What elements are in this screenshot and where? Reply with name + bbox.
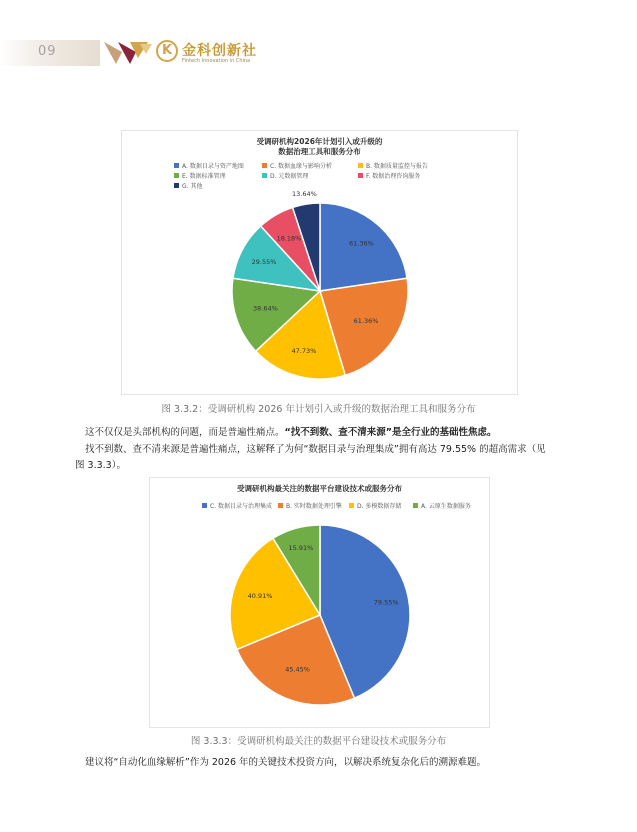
figure-1-caption: 图 3.3.2：受调研机构 2026 年计划引入或升级的数据治理工具和服务分布 — [161, 404, 476, 415]
legend-label: E. 数据标准管理 — [182, 173, 226, 180]
chart-2-data-label: 40.91% — [247, 592, 273, 601]
legend-label: C. 数据血缘与影响分析 — [270, 163, 333, 170]
legend-label: F. 数据治理咨询服务 — [366, 173, 421, 180]
chart-2-data-label: 79.55% — [373, 598, 399, 607]
legend-label: D. 元数据管理 — [270, 173, 309, 180]
chart-1-data-label: 47.73% — [291, 346, 317, 355]
paragraph-2 — [75, 442, 555, 474]
brand-name: 金科创新社 — [182, 43, 257, 59]
legend-label: B. 实时数据处理引擎 — [286, 503, 342, 510]
brand-tagline: Fintech Innovation in China — [182, 58, 251, 64]
legend-label: G. 其他 — [182, 183, 203, 190]
legend-label: A. 数据目录与资产地图 — [182, 163, 244, 170]
chart-2-data-label: 15.91% — [288, 543, 314, 552]
legend-label: D. 多模数据存储 — [357, 503, 402, 510]
chart-2-title: 受调研机构最关注的数据平台建设技术或服务分布 — [237, 484, 402, 493]
figure-2-chart — [149, 477, 490, 728]
paragraph-3: 建议将“自动化血缘解析”作为 2026 年的关键技术投资方向，以解决系统复杂化后的溯源难题。 — [85, 757, 487, 768]
figure-2-caption: 图 3.3.3：受调研机构最关注的数据平台建设技术或服务分布 — [190, 736, 447, 747]
chart-1-data-label: 61.36% — [349, 239, 374, 248]
chart-1-pie — [122, 131, 517, 394]
paragraph-1-emphasis: “找不到数、查不清来源”是全行业的基础性焦虑。 — [284, 427, 497, 438]
legend-label: B. 数据质量监控与报告 — [366, 163, 428, 170]
paragraph-2-line-1: 找不到数、查不清来源是普遍性痛点，这解释了为何“数据目录与治理集成”拥有高达 79.55% 的超高需求（见 — [85, 444, 546, 455]
chart-1-title-line-1: 受调研机构2026年计划引入或升级的 — [256, 137, 383, 146]
chart-1-data-label: 38.64% — [253, 304, 278, 313]
chart-1-data-label: 61.36% — [353, 316, 379, 325]
chart-1-data-label: 18.18% — [276, 234, 302, 243]
paragraph-1 — [85, 425, 497, 441]
chart-1-data-label: 13.64% — [292, 190, 317, 199]
paragraph-2-line-2: 图 3.3.3）。 — [75, 460, 126, 471]
chart-1-title-line-2: 数据治理工具和服务分布 — [278, 147, 361, 156]
legend-label: C. 数据目录与治理集成 — [210, 503, 273, 510]
brand-logo-icon: K — [156, 40, 178, 62]
page-header — [0, 0, 637, 70]
brand-chevron-icon — [104, 40, 154, 66]
legend-label: A. 云原生数据服务 — [421, 503, 471, 510]
page-number: 09 — [38, 44, 57, 59]
chart-2-pie — [150, 478, 489, 727]
chart-2-data-label: 45.45% — [285, 665, 311, 674]
paragraph-1-text: 这不仅仅是头部机构的问题，而是普遍性痛点。 — [85, 427, 285, 438]
chart-1-data-label: 29.55% — [251, 257, 277, 266]
figure-1-chart — [121, 130, 518, 395]
